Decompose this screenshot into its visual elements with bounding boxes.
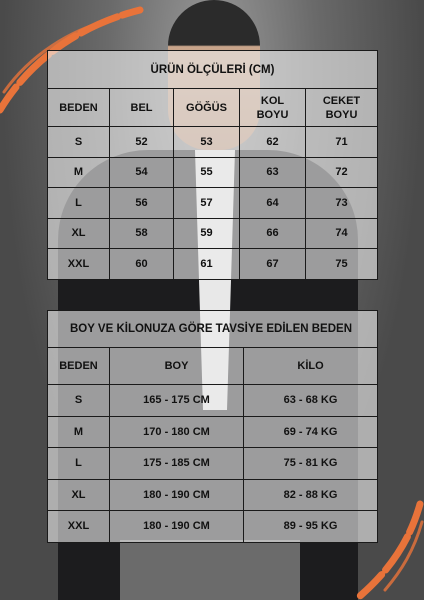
header-cell: GÖĞÜS	[174, 89, 240, 127]
table-row	[48, 188, 378, 219]
recommended-size-table	[47, 310, 378, 543]
table-cell: 59	[174, 218, 240, 249]
table-cell: 62	[240, 127, 306, 158]
table-cell: 71	[306, 127, 378, 158]
table-cell: 57	[174, 188, 240, 219]
table-cell: 66	[240, 218, 306, 249]
product-measurements-table	[47, 50, 378, 280]
table-cell: M	[48, 416, 110, 448]
table-cell: 53	[174, 127, 240, 158]
table-cell: 61	[174, 249, 240, 280]
model-pants	[120, 540, 300, 600]
table-cell: L	[48, 448, 110, 480]
table-row	[48, 127, 378, 158]
table-cell: XL	[48, 479, 110, 511]
table-cell: 89 - 95 KG	[244, 511, 378, 543]
table-cell: 180 - 190 CM	[110, 511, 244, 543]
table-row	[48, 218, 378, 249]
table-cell: 60	[110, 249, 174, 280]
header-cell: KİLO	[244, 348, 378, 385]
table-cell: 63	[240, 157, 306, 188]
table-row	[48, 479, 378, 511]
table-cell: 74	[306, 218, 378, 249]
header-cell: BEL	[110, 89, 174, 127]
header-cell: BEDEN	[48, 348, 110, 385]
table-row	[48, 249, 378, 280]
table-cell: 75 - 81 KG	[244, 448, 378, 480]
table-row	[48, 385, 378, 417]
table-cell: 72	[306, 157, 378, 188]
table-cell: 63 - 68 KG	[244, 385, 378, 417]
header-cell: CEKET BOYU	[306, 89, 378, 127]
table-cell: XXL	[48, 249, 110, 280]
table-cell: 170 - 180 CM	[110, 416, 244, 448]
table-cell: M	[48, 157, 110, 188]
table-cell: 58	[110, 218, 174, 249]
table-cell: XXL	[48, 511, 110, 543]
header-cell: BOY	[110, 348, 244, 385]
table-cell: 180 - 190 CM	[110, 479, 244, 511]
table-cell: 56	[110, 188, 174, 219]
table-cell: 82 - 88 KG	[244, 479, 378, 511]
table-cell: 69 - 74 KG	[244, 416, 378, 448]
table-header-row	[48, 348, 378, 385]
table-cell: XL	[48, 218, 110, 249]
table-row	[48, 511, 378, 543]
table-cell: S	[48, 385, 110, 417]
table-cell: 67	[240, 249, 306, 280]
table-cell: 73	[306, 188, 378, 219]
table-cell: 64	[240, 188, 306, 219]
measurements-title: ÜRÜN ÖLÇÜLERİ (CM)	[48, 51, 378, 89]
table-cell: 55	[174, 157, 240, 188]
table-cell: L	[48, 188, 110, 219]
table-header-row	[48, 89, 378, 127]
header-cell: KOL BOYU	[240, 89, 306, 127]
table-row	[48, 157, 378, 188]
recommendation-title: BOY VE KİLONUZA GÖRE TAVSİYE EDİLEN BEDEN	[48, 311, 378, 348]
table-row	[48, 416, 378, 448]
table-cell: S	[48, 127, 110, 158]
table-cell: 75	[306, 249, 378, 280]
table-cell: 165 - 175 CM	[110, 385, 244, 417]
table-cell: 52	[110, 127, 174, 158]
table-row	[48, 448, 378, 480]
table-cell: 54	[110, 157, 174, 188]
header-cell: BEDEN	[48, 89, 110, 127]
table-cell: 175 - 185 CM	[110, 448, 244, 480]
